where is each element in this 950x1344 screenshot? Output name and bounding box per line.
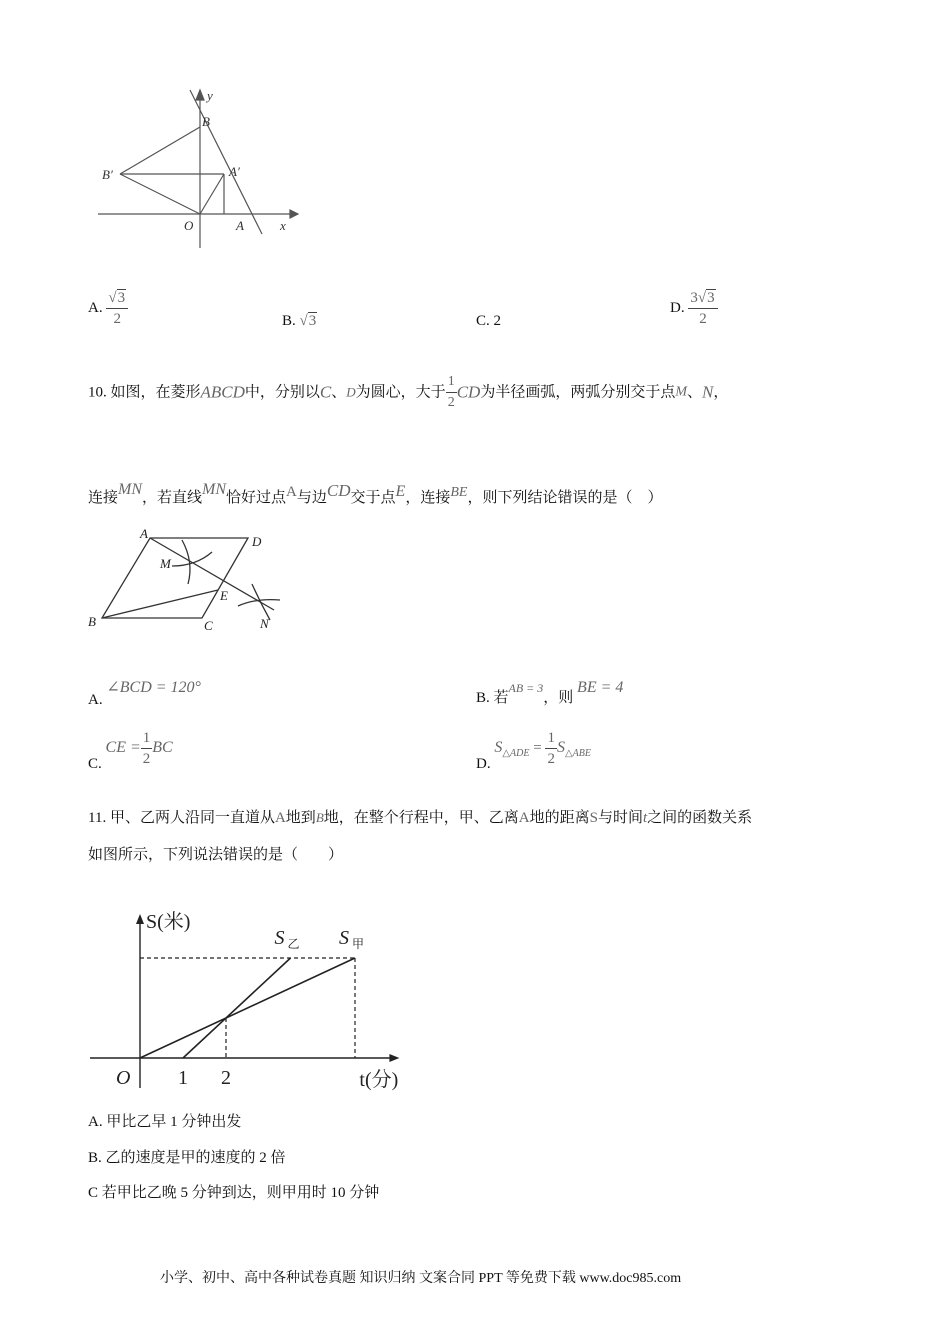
q9-option-d: D. $\frac{3√3}{2}$ <box>670 288 718 329</box>
series-line-jia <box>140 958 355 1058</box>
y-axis-arrow <box>136 914 144 924</box>
footer-text: 小学、初中、高中各种试卷真题 知识归纳 文案合同 PPT 等免费下载 www.doc985.com <box>160 1271 682 1286</box>
x-axis-arrow <box>290 210 298 218</box>
q10-option-c: C. CE = $\frac{1}{2}$ BC <box>88 730 173 772</box>
label-A: A <box>236 218 244 233</box>
arc-lower-2 <box>238 600 280 606</box>
segment-BBp <box>120 127 200 174</box>
q10-option-b: B. 若$^{AB = 3}$，则 BE = 4 <box>476 679 624 706</box>
q11-option-b: B. 乙的速度是甲的速度的 2 倍 <box>88 1150 286 1166</box>
q11-line1: 11. 甲、乙两人沿同一直道从A地到B地，在整个行程中，甲、乙离A地的距离S与时间t之间的函数关系 <box>88 810 753 826</box>
q11-chart <box>88 878 418 1098</box>
label-B: B <box>202 114 210 129</box>
q10-option-d-fraction: $\frac{1}{2}$ <box>547 730 555 767</box>
q11-option-a: A. 甲比乙早 1 分钟出发 <box>88 1114 242 1130</box>
series-label-yi: S <box>274 927 285 949</box>
label-M: M <box>160 556 171 571</box>
y-axis-label: S(米) <box>146 911 191 933</box>
rhombus-ABCD <box>102 538 248 618</box>
label-N: N <box>260 616 269 631</box>
series-label-sub-jia: 甲 <box>352 937 365 951</box>
q10-option-a: A. ∠BCD = 120° <box>88 679 201 708</box>
segment-OAp <box>200 174 224 214</box>
q9-option-d-fraction: $\frac{3√3}{2}$ <box>688 288 717 329</box>
y-axis-arrow <box>196 90 204 100</box>
series-label-sub-yi: 乙 <box>287 937 300 951</box>
label-y: y <box>207 88 213 103</box>
q9-option-a: A. $\frac{√3}{2}$ <box>88 288 128 329</box>
segment-BpO <box>120 174 200 214</box>
label-A: A <box>140 526 148 541</box>
label-Bp: B′ <box>102 167 113 182</box>
q9-figure <box>90 80 310 255</box>
q9-option-b: B. √3 <box>282 313 317 329</box>
x-axis-arrow <box>389 1054 399 1062</box>
q10-half-fraction: $\frac{1}{2}$ <box>447 374 455 410</box>
label-Ap: A′ <box>229 164 240 179</box>
x-tick-label-1: 1 <box>178 1067 188 1089</box>
series-label-jia: S <box>339 927 349 949</box>
x-tick-label-2: 2 <box>221 1067 231 1089</box>
label-C: C <box>204 618 213 633</box>
series-line-yi <box>183 958 291 1058</box>
arc-upper-1 <box>182 540 190 584</box>
label-x: x <box>280 218 286 233</box>
segment-BE <box>102 590 218 618</box>
label-O: O <box>184 218 194 233</box>
x-axis-label: t(分) <box>359 1069 399 1091</box>
q9-option-c: C. 2 <box>476 313 502 329</box>
q11-option-c: C 若甲比乙晚 5 分钟到达，则甲用时 10 分钟 <box>88 1185 380 1201</box>
label-E: E <box>220 588 228 603</box>
q10-option-c-fraction: $\frac{1}{2}$ <box>142 730 151 767</box>
label-B: B <box>88 614 96 629</box>
q9-option-a-fraction: $\frac{√3}{2}$ <box>106 288 128 329</box>
q10-line1: 10. 如图，在菱形ABCD中，分别以C、D为圆心，大于 $\frac{1}{2}$ CD为半径画弧，两弧分别交于点M、N， <box>88 372 728 413</box>
arc-lower-1 <box>252 584 270 620</box>
label-D: D <box>252 534 262 549</box>
q11-line2: 如图所示，下列说法错误的是（ ） <box>88 847 344 863</box>
q10-option-d: D. $S_{\triangle ADE}$ = $\frac{1}{2}$ $S_{\triangle ABE}$ <box>476 730 591 772</box>
q10-line2: 连接MN，若直线MN恰好过点A与边CD交于点E，连接BE，则下列结论错误的是（ ） <box>88 481 663 506</box>
origin-label: O <box>116 1067 131 1089</box>
q10-figure <box>84 522 284 634</box>
